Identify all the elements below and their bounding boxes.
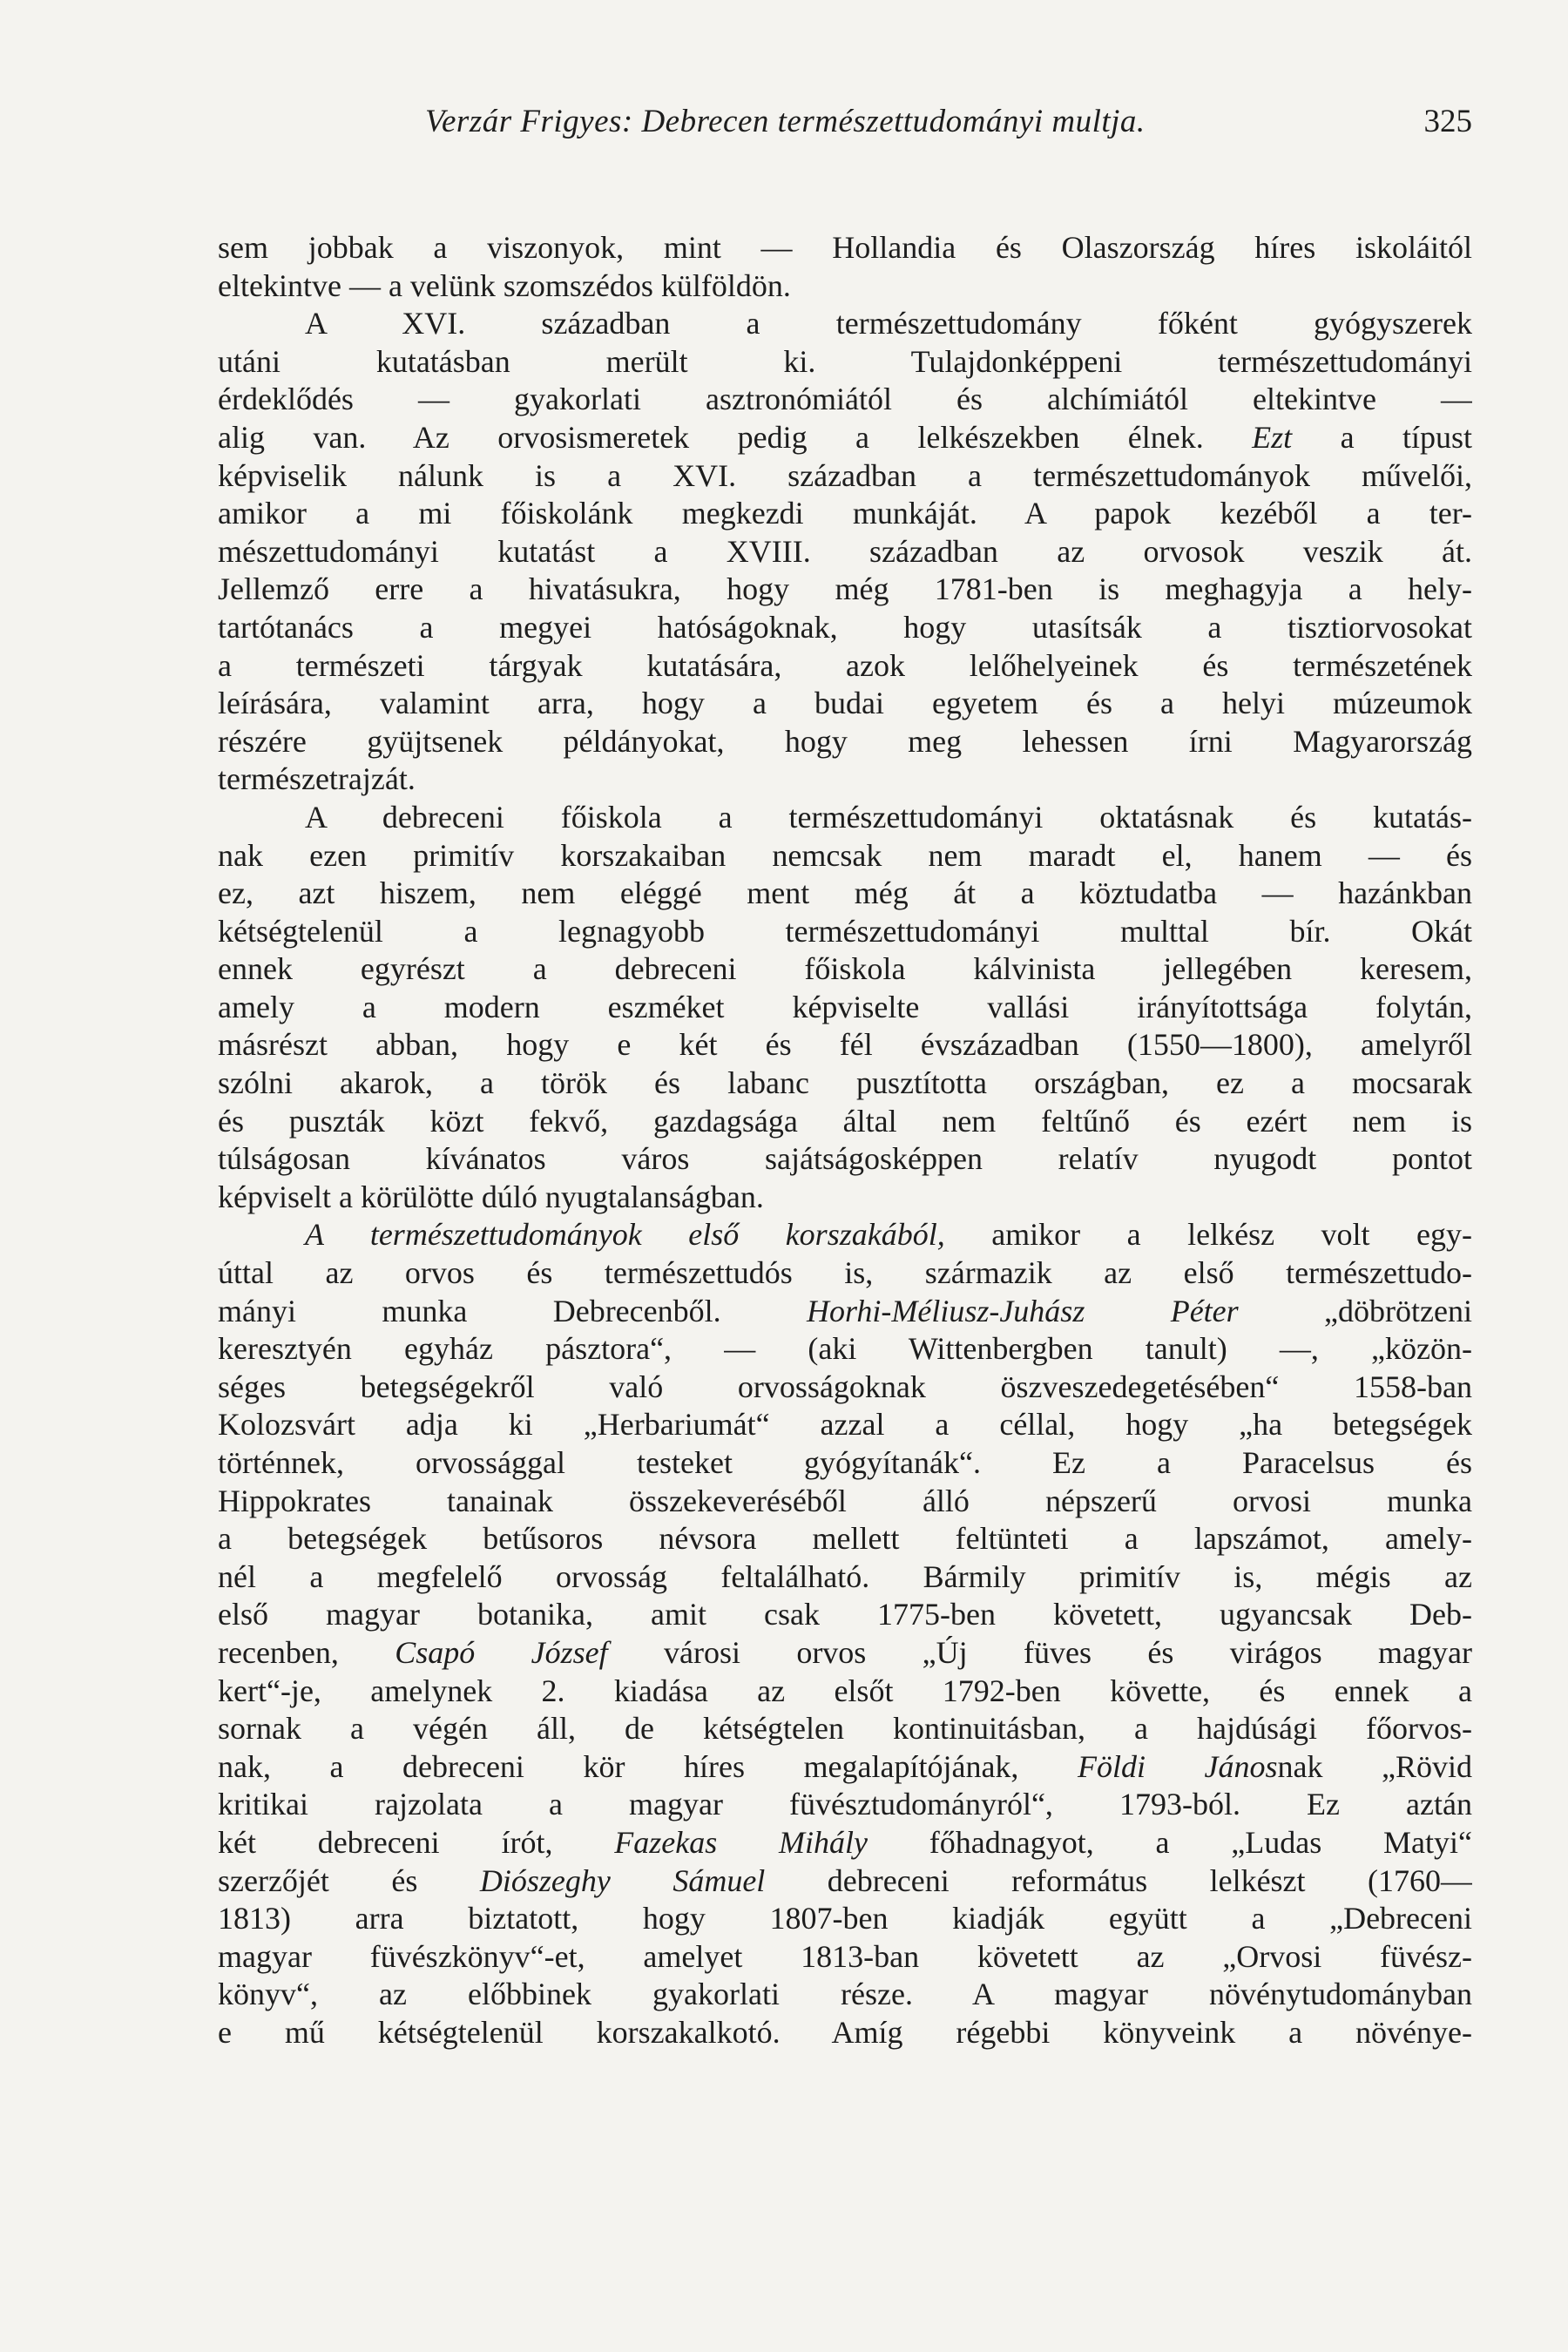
text-line [218, 875, 1472, 913]
text-line [218, 1710, 1472, 1748]
page-number: 325 [1423, 104, 1472, 139]
text-segment: Jellemző erre a hivatásukra, hogy még 1781-ben is meghagyja a hely- [218, 571, 1472, 607]
text-segment: két debreceni írót, [218, 1824, 615, 1860]
text-segment: kritikai rajzolata a magyar füvésztudományról“, 1793-ból. Ez aztán [218, 1787, 1472, 1822]
text-segment: a típust [1292, 419, 1472, 455]
text-segment: a betegségek betűsoros névsora mellett feltünteti a lapszámot, amely- [218, 1521, 1472, 1557]
text-line [218, 1748, 1472, 1787]
text-segment: történnek, orvossággal testeket gyógyítanák“. Ez a Paracelsus és [218, 1445, 1472, 1480]
text-segment: amely a modern eszméket képviselte vallási irányítottsága folytán, [218, 989, 1472, 1024]
text-segment: és puszták közt fekvő, gazdagsága által nem feltűnő és ezért nem is [218, 1103, 1472, 1139]
text-line [218, 343, 1472, 382]
text-line [218, 1140, 1472, 1179]
text-segment: természetrajzát. [218, 761, 416, 797]
text-segment: sornak a végén áll, de kétségtelen kontinuitásban, a hajdúsági főorvos- [218, 1711, 1472, 1747]
text-segment: séges betegségekről való orvosságoknak öszveszedegetésében“ 1558-ban [218, 1369, 1472, 1404]
text-line [218, 685, 1472, 723]
text-line [218, 1483, 1472, 1521]
text-segment: szerzőjét és [218, 1862, 480, 1898]
text-segment: nak, a debreceni kör híres megalapítójának, [218, 1748, 1078, 1784]
italic-text-segment: Fazekas Mihály [614, 1824, 868, 1860]
text-line [218, 381, 1472, 419]
text-segment: amikor a mi főiskolánk megkezdi munkáját. A papok kezéből a ter- [218, 496, 1472, 531]
text-line [218, 1900, 1472, 1938]
text-segment: tartótanács a megyei hatóságoknak, hogy utasítsák a tisztiorvosokat [218, 609, 1472, 645]
italic-text-segment: A természettudományok első korszakából, [305, 1217, 945, 1253]
text-segment: a természeti tárgyak kutatására, azok lelőhelyeinek és természetének [218, 647, 1472, 683]
italic-text-segment: Diószeghy Sámuel [479, 1862, 766, 1898]
text-line [218, 419, 1472, 457]
text-segment: városi orvos „Új füves és virágos magyar [607, 1634, 1472, 1670]
text-segment: ennek egyrészt a debreceni főiskola kálvinista jellegében keresem, [218, 951, 1472, 987]
text-segment: keresztyén egyház pásztora“, — (aki Wittenbergben tanult) —, „közön- [218, 1331, 1472, 1367]
text-segment: másrészt abban, hogy e két és fél évszázadban (1550—1800), amelyről [218, 1027, 1472, 1063]
italic-text-segment: Horhi-Méliusz-Juhász Péter [807, 1293, 1239, 1328]
text-line [218, 267, 1472, 306]
text-segment: debreceni református lelkészt (1760— [765, 1862, 1472, 1898]
text-line [218, 989, 1472, 1027]
text-segment: eltekintve — a velünk szomszédos külföldön. [218, 267, 791, 303]
text-segment: első magyar botanika, amit csak 1775-ben követett, ugyancsak Deb- [218, 1597, 1472, 1632]
text-line [218, 1064, 1472, 1103]
text-line [218, 760, 1472, 799]
text-segment: sem jobbak a viszonyok, mint — Hollandia és Olaszország híres iskoláitól [218, 230, 1472, 265]
text-segment: utáni kutatásban merült ki. Tulajdonképpeni természettudományi [218, 343, 1472, 379]
text-line [218, 913, 1472, 951]
text-line [218, 1179, 1472, 1217]
text-segment: recenben, [218, 1634, 395, 1670]
page-header [218, 103, 1472, 155]
text-segment: nak ezen primitív korszakaiban nemcsak nem maradt el, hanem — és [218, 837, 1472, 873]
text-line [218, 1938, 1472, 1977]
text-line [218, 799, 1472, 837]
text-line [218, 1293, 1472, 1331]
text-line [218, 1634, 1472, 1673]
text-segment: e mű kétségtelenül korszakalkotó. Amíg régebbi könyveink a növénye- [218, 2014, 1472, 2050]
text-line [218, 950, 1472, 989]
running-title: Verzár Frigyes: Debrecen természettudományi multja. [425, 104, 1146, 139]
text-line [218, 1330, 1472, 1369]
text-segment: amikor a lelkész volt egy- [944, 1217, 1472, 1253]
text-segment: úttal az orvos és természettudós is, származik az első természettudo- [218, 1255, 1472, 1291]
text-segment: nél a megfelelő orvosság feltalálható. Bármily primitív is, mégis az [218, 1558, 1472, 1594]
italic-text-segment: Csapó József [395, 1634, 608, 1670]
text-line [218, 571, 1472, 609]
text-line [218, 837, 1472, 875]
text-segment: A XVI. században a természettudomány főként gyógyszerek [305, 306, 1472, 341]
text-line [218, 1824, 1472, 1862]
text-segment: mészettudományi kutatást a XVIII. században az orvosok veszik át. [218, 533, 1472, 569]
text-segment: főhadnagyot, a „Ludas Matyi“ [867, 1824, 1472, 1860]
text-segment: ez, azt hiszem, nem eléggé ment még át a köztudatba — hazánkban [218, 875, 1472, 911]
text-segment: mányi munka Debrecenből. [218, 1293, 807, 1328]
text-segment: képviselik nálunk is a XVI. században a természettudományok művelői, [218, 457, 1472, 493]
text-line [218, 1976, 1472, 2014]
text-line [218, 2014, 1472, 2052]
text-line [218, 723, 1472, 761]
text-line [218, 495, 1472, 533]
text-line [218, 1216, 1472, 1254]
text-segment: alig van. Az orvosismeretek pedig a lelkészekben élnek. [218, 419, 1253, 455]
text-segment: túlságosan kívánatos város sajátságosképpen relatív nyugodt pontot [218, 1141, 1472, 1177]
text-segment: kétségtelenül a legnagyobb természettudományi multtal bír. Okát [218, 913, 1472, 949]
text-line [218, 305, 1472, 343]
text-line [218, 533, 1472, 571]
text-segment: leírására, valamint arra, hogy a budai egyetem és a helyi múzeumok [218, 686, 1472, 721]
text-segment: képviselt a körülötte dúló nyugtalanságban. [218, 1179, 764, 1214]
text-segment: nak „Rövid [1277, 1748, 1472, 1784]
text-segment: Hippokrates tanainak összekeveréséből álló népszerű orvosi munka [218, 1483, 1472, 1518]
text-line [218, 1673, 1472, 1711]
text-line [218, 229, 1472, 267]
text-segment: szólni akarok, a török és labanc pusztította országban, ez a mocsarak [218, 1065, 1472, 1101]
text-segment: részére gyüjtsenek példányokat, hogy meg lehessen írni Magyarország [218, 723, 1472, 759]
text-line [218, 1369, 1472, 1407]
text-line [218, 1786, 1472, 1824]
text-line [218, 1254, 1472, 1293]
text-segment: Kolozsvárt adja ki „Herbariumát“ azzal a céllal, hogy „ha betegségek [218, 1407, 1472, 1443]
text-line [218, 1596, 1472, 1634]
text-line [218, 1444, 1472, 1483]
text-line [218, 457, 1472, 496]
text-line [218, 1558, 1472, 1597]
text-segment: A debreceni főiskola a természettudományi oktatásnak és kutatás- [305, 799, 1472, 835]
text-segment: „döbrötzeni [1238, 1293, 1472, 1328]
text-line [218, 647, 1472, 686]
text-segment: könyv“, az előbbinek gyakorlati része. A magyar növénytudományban [218, 1977, 1472, 2012]
italic-text-segment: Földi János [1077, 1748, 1278, 1784]
text-segment: kert“-je, amelynek 2. kiadása az elsőt 1792-ben követte, és ennek a [218, 1673, 1472, 1708]
text-segment: magyar füvészkönyv“-et, amelyet 1813-ban követett az „Orvosi füvész- [218, 1938, 1472, 1974]
text-line [218, 1103, 1472, 1141]
text-line [218, 1862, 1472, 1901]
text-line [218, 609, 1472, 647]
text-segment: 1813) arra biztatott, hogy 1807-ben kiadják együtt a „Debreceni [218, 1901, 1472, 1936]
text-line [218, 1406, 1472, 1444]
text-line [218, 1026, 1472, 1064]
text-line [218, 1520, 1472, 1558]
text-segment: érdeklődés — gyakorlati asztronómiától és alchímiától eltekintve — [218, 382, 1472, 417]
body-text [218, 229, 1472, 2052]
italic-text-segment: Ezt [1252, 419, 1293, 455]
